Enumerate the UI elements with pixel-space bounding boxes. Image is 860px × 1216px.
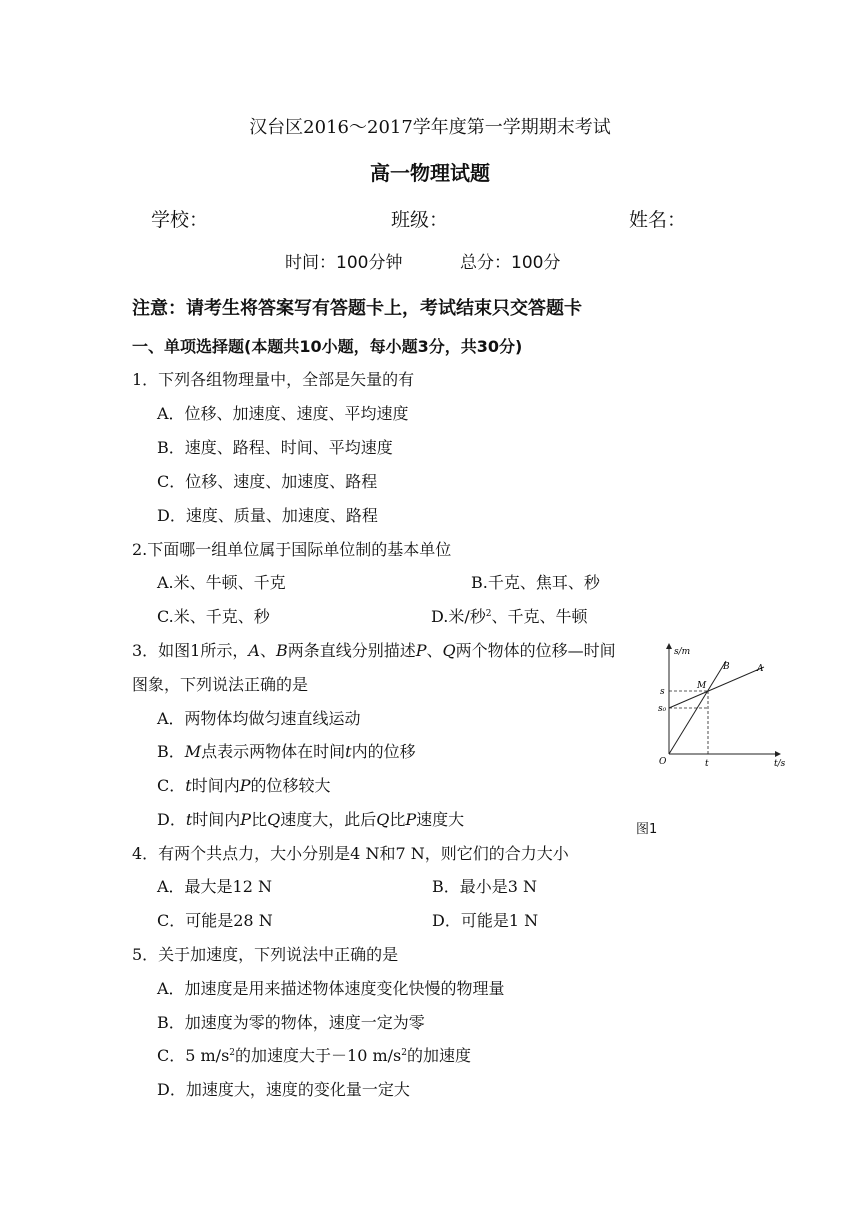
q1-option-c: C．位移、速度、加速度、路程 [157,472,378,491]
label-t: t [705,759,709,769]
q5-stem: 5．关于加速度，下列说法中正确的是 [132,945,399,964]
section-title: 一、单项选择题(本题共10小题，每小题3分，共30分) [132,337,523,356]
label-s0: s₀ [658,704,667,714]
q2-option-c: C.米、千克、秒 [157,607,270,626]
q1-option-a: A．位移、加速度、速度、平均速度 [157,404,409,423]
figure-1-caption: 图1 [636,822,658,837]
line-a [669,667,764,708]
line-b [669,661,726,754]
q3-option-a: A．两物体均做匀速直线运动 [157,709,361,728]
q3-stem-line2: 图象，下列说法正确的是 [132,675,309,694]
q3-option-c: C．t时间内P的位移较大 [157,776,331,795]
q5-option-a: A．加速度是用来描述物体速度变化快慢的物理量 [157,979,505,998]
q5-option-d: D．加速度大，速度的变化量一定大 [157,1080,410,1099]
q3-option-d: D．t时间内P比Q速度大，此后Q比P速度大 [157,810,465,829]
q3-option-b: B．M点表示两物体在时间t内的位移 [157,742,416,761]
label-a: A [757,664,764,674]
q4-option-d: D．可能是1 N [432,911,539,930]
q2-stem: 2.下面哪一组单位属于国际单位制的基本单位 [132,540,452,559]
label-b: B [723,662,730,672]
q2-option-a: A.米、牛顿、千克 [157,573,286,592]
label-m: M [697,681,707,691]
q1-stem: 1．下列各组物理量中，全部是矢量的有 [132,370,415,389]
q2-option-b: B.千克、焦耳、秒 [471,573,600,592]
q2-option-d-sup: 2 [485,609,492,619]
exam-title: 汉台区2016～2017学年度第一学期期末考试 [249,117,611,138]
label-s: s [660,687,665,697]
q1-option-d: D．速度、质量、加速度、路程 [157,506,378,525]
q4-option-c: C．可能是28 N [157,911,273,930]
label-origin: O [659,757,667,767]
q2-option-d: D.米/秒$^2$、千克、牛顿 [431,607,588,626]
q4-option-a: A．最大是12 N [157,877,273,896]
q5-option-c-sup-2: 2 [401,1048,407,1058]
school-label: 学校： [151,209,209,231]
name-label: 姓名： [629,209,687,231]
q1-option-b: B．速度、路程、时间、平均速度 [157,438,393,457]
subject-title: 高一物理试题 [370,161,490,185]
q4-option-b: B．最小是3 N [432,877,538,896]
q5-option-c-sup-1: 2 [229,1048,236,1058]
q3-stem: 3．如图1所示，A、B两条直线分别描述P、Q两个物体的位移—时间 [132,641,616,660]
q4-stem: 4．有两个共点力，大小分别是4 N和7 N，则它们的合力大小 [132,844,569,863]
score-label: 总分：100分 [460,253,561,273]
exam-notice: 注意：请考生将答案写有答题卡上，考试结束只交答题卡 [132,298,582,319]
figure-1-position-time-graph [650,636,800,770]
q5-option-c: C．5 $m/s^2$的加速度大于－10 $m/s^2$的加速度 [157,1046,472,1065]
class-label: 班级： [391,209,449,231]
time-label: 时间：100分钟 [285,253,403,273]
label-x-axis: t/s [774,759,786,769]
label-y-axis: s/m [674,647,691,657]
q5-option-b: B．加速度为零的物体，速度一定为零 [157,1013,425,1032]
